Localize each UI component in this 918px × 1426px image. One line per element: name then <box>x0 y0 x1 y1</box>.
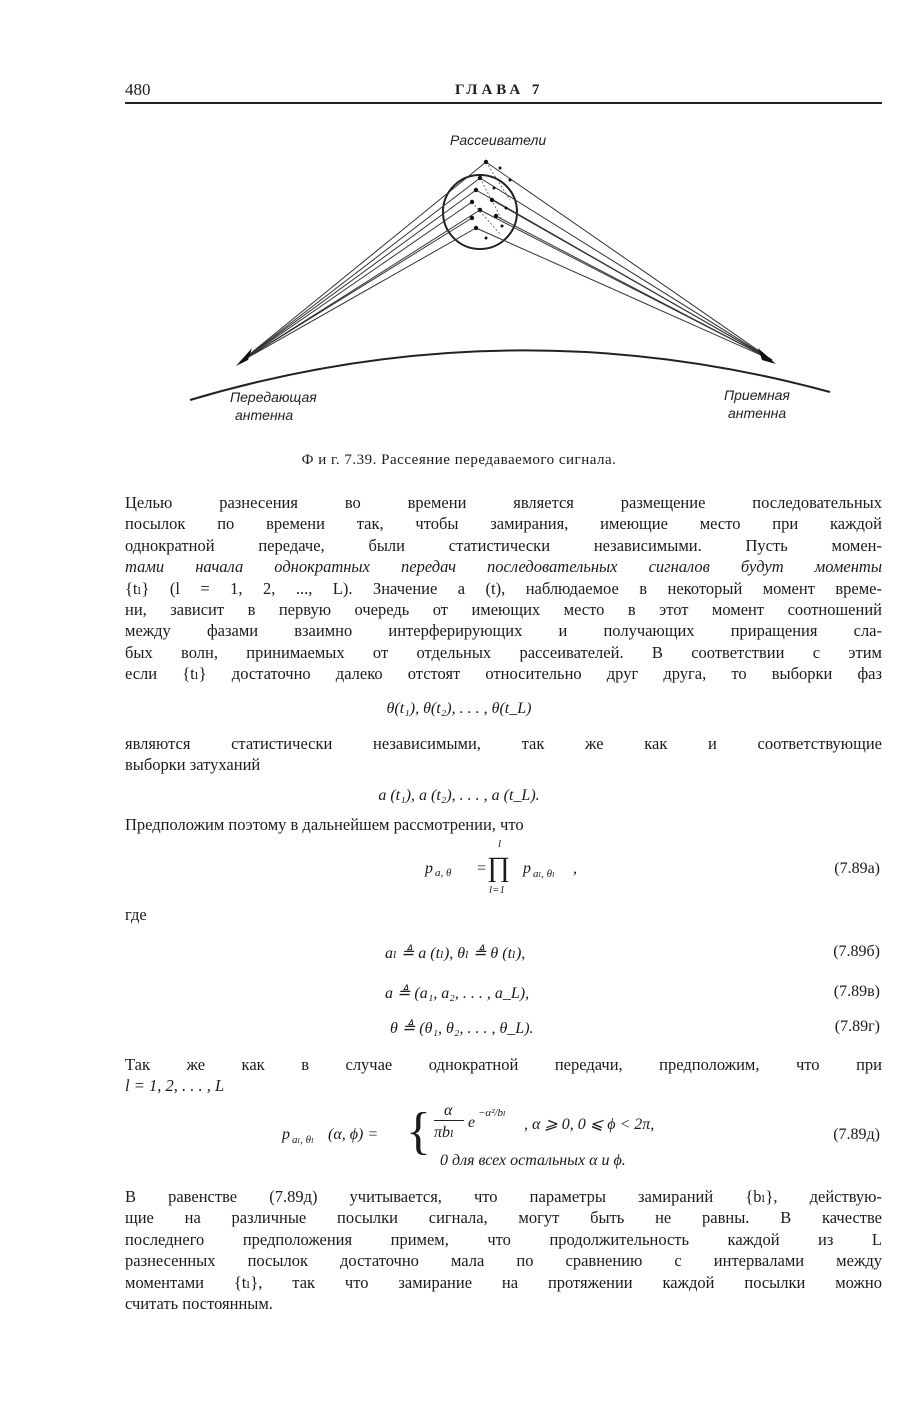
eq-comma: , <box>573 860 577 877</box>
equation-7-89d <box>282 1102 742 1174</box>
equation-7-89b: aₗ ≜ a (tₗ), θₗ ≜ θ (tₗ), <box>385 945 526 962</box>
text-line: В равенстве (7.89д) учитывается, что параметры замираний {bₗ}, действую- <box>125 1187 882 1206</box>
fraction-bar <box>434 1120 464 1121</box>
exp-superscript: −α²/bₗ <box>478 1107 506 1119</box>
text-line: однократной передаче, были статистически независимыми. Пусть момен- <box>125 535 882 555</box>
case1-condition: , α ⩾ 0, 0 ⩽ ϕ < 2π, <box>524 1116 655 1133</box>
equation-theta-samples: θ(t₁), θ(t₂), . . . , θ(t_L) <box>386 700 532 717</box>
text-line: выборки затуханий <box>125 755 261 775</box>
text-line: тами начала однократных передач последовательных сигналов будут моменты <box>125 557 882 577</box>
tx-antenna-label-line2: антенна <box>235 407 294 423</box>
text-line: ни, зависит в первую очередь от имеющих место в этот момент соотношений <box>125 600 882 620</box>
rx-antenna-label-line1: Приемная <box>724 387 790 403</box>
product-symbol: ∏ <box>487 852 511 883</box>
fraction-denominator: πbₗ <box>434 1124 454 1141</box>
exp-base: e <box>468 1114 476 1131</box>
where-label <box>125 904 882 925</box>
equation-number-7-89b: (7.89б) <box>833 943 880 960</box>
tx-rays <box>240 162 486 362</box>
text-line: являются статистически независимыми, так же как и соответствующие <box>125 734 882 753</box>
chapter-title: ГЛАВА 7 <box>455 82 544 98</box>
text-line: между фазами взаимно интерферирующих и получающих приращения сла- <box>125 621 882 641</box>
scattering-figure <box>180 130 860 430</box>
tx-antenna-label-line1: Передающая <box>230 389 317 405</box>
product-upper-limit: l <box>498 838 502 850</box>
text-line: разнесенных посылок достаточно мала по сравнению с интервалами между <box>125 1251 882 1271</box>
eq-lhs-subscript: a, θ <box>435 867 452 879</box>
rx-rays <box>476 162 772 360</box>
text-line: Предположим поэтому в дальнейшем рассмотрении, что <box>125 815 524 834</box>
text-line: считать постоянным. <box>125 1294 273 1314</box>
text-line: бых волн, принимаемых от отдельных рассеивателей. В соответствии с этим <box>125 642 882 662</box>
rx-antenna-label-line2: антенна <box>728 405 787 421</box>
equation-7-89a <box>425 838 625 898</box>
equation-number-7-89a: (7.89а) <box>834 860 880 877</box>
text-line: {tₗ} (l = 1, 2, ..., L). Значение a (t), наблюдаемое в некоторый момент време- <box>125 578 882 598</box>
text-line: Целью разнесения во времени является размещение последовательных <box>125 493 882 512</box>
figure-caption: Ф и г. 7.39. Рассеяние передаваемого сигнала. <box>301 452 617 468</box>
text-line: посылок по времени так, чтобы замирания, имеющие место при каждой <box>125 514 882 534</box>
equation-a-samples: a (t₁), a (t₂), . . . , a (t_L). <box>378 787 540 804</box>
paragraph-4 <box>125 1054 882 1097</box>
scatterer-dots <box>470 160 512 240</box>
product-lower-limit: l=1 <box>489 884 505 896</box>
rx-arrowhead <box>758 348 776 364</box>
case2: 0 для всех остальных α и ϕ. <box>440 1152 626 1169</box>
text-line: моментами {tₗ}, так что замирание на протяжении каждой посылки можно <box>125 1272 882 1292</box>
cases-brace: { <box>406 1103 431 1160</box>
eq-lhs: p <box>425 860 433 877</box>
eq-lhs-subscript: aₗ, θₗ <box>292 1134 314 1146</box>
eq-lhs-args: (α, ϕ) = <box>328 1126 379 1143</box>
eq-equals: = <box>477 860 487 877</box>
scatter-paths <box>472 162 510 234</box>
paragraph-5 <box>125 1186 882 1314</box>
paragraph-1 <box>125 492 882 685</box>
page-number: 480 <box>125 80 151 99</box>
text-line: последнего предположения примем, что продолжительность каждой из L <box>125 1229 882 1249</box>
eq-lhs: p <box>282 1126 290 1143</box>
equation-7-89v: a ≜ (a₁, a₂, . . . , a_L), <box>385 985 530 1002</box>
eq-rhs-subscript: aₗ, θₗ <box>533 868 555 880</box>
text-line: l = 1, 2, . . . , L <box>125 1076 225 1096</box>
text-line: Так же как в случае однократной передачи, предположим, что при <box>125 1055 882 1074</box>
fraction-numerator: α <box>444 1102 453 1119</box>
paragraph-3 <box>125 814 882 835</box>
paragraph-2 <box>125 733 882 776</box>
equation-7-89g: θ ≜ (θ₁, θ₂, . . . , θ_L). <box>390 1020 534 1037</box>
text-line: щие на различные посылки сигнала, могут быть не равны. В качестве <box>125 1208 882 1228</box>
eq-rhs: p <box>523 860 531 877</box>
equation-number-7-89v: (7.89в) <box>833 983 880 1000</box>
scatterers-label: Рассеиватели <box>450 132 547 148</box>
header-rule <box>125 102 882 104</box>
text-line: если {tₗ} достаточно далеко отстоят относительно друг друга, то выборки фаз <box>125 664 882 684</box>
text-line: где <box>125 905 147 924</box>
equation-number-7-89g: (7.89г) <box>834 1018 880 1035</box>
equation-number-7-89d: (7.89д) <box>833 1126 880 1143</box>
